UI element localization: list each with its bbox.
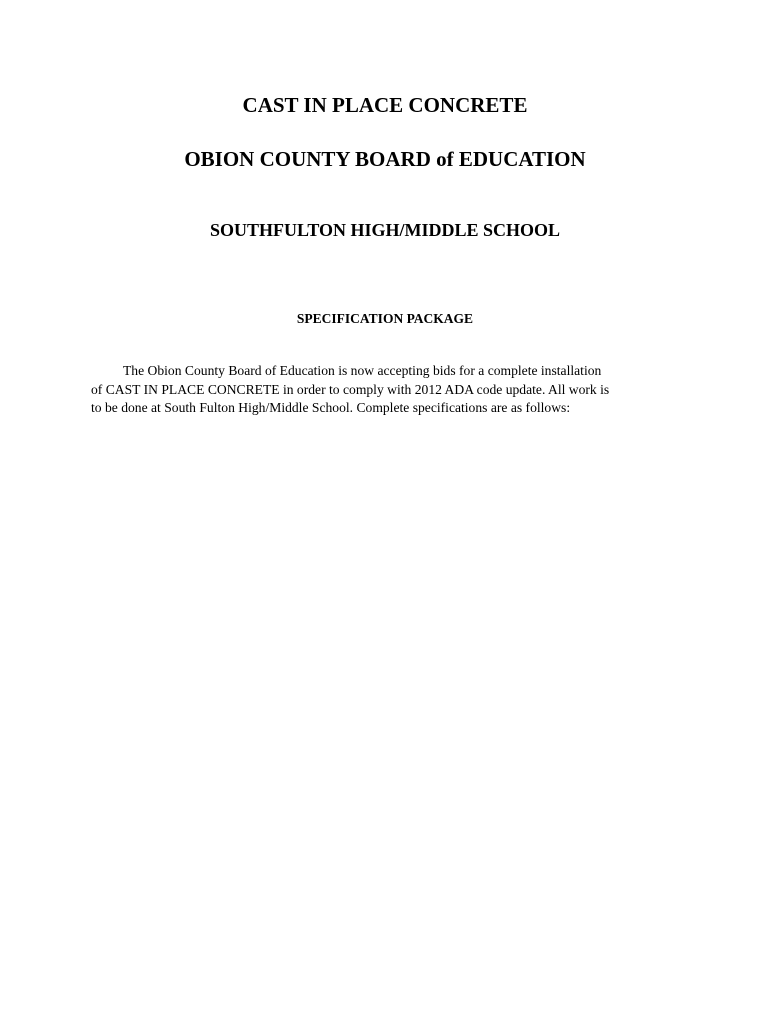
paragraph-line: to be done at South Fulton High/Middle School. Complete specifications are as follows: bbox=[91, 400, 571, 415]
intro-paragraph bbox=[91, 362, 671, 418]
paragraph-line: of CAST IN PLACE CONCRETE in order to comply with 2012 ADA code update. All work is bbox=[91, 381, 610, 397]
organization-heading: OBION COUNTY BOARD of EDUCATION bbox=[184, 147, 586, 171]
section-heading: SPECIFICATION PACKAGE bbox=[296, 311, 474, 326]
school-heading: SOUTHFULTON HIGH/MIDDLE SCHOOL bbox=[209, 220, 561, 240]
document-title: CAST IN PLACE CONCRETE bbox=[242, 93, 528, 117]
paragraph-line: The Obion County Board of Education is now accepting bids for a complete installation bbox=[123, 363, 602, 378]
